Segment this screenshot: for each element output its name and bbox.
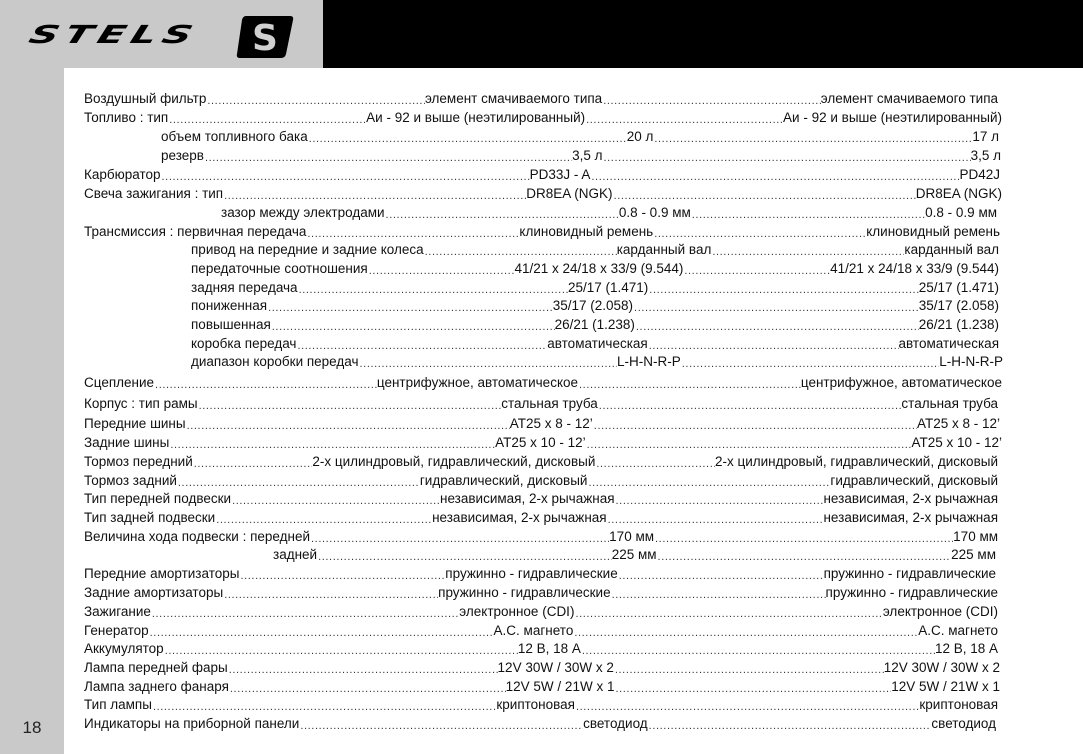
spec-row <box>84 433 1002 452</box>
spec-row <box>84 564 996 583</box>
spec-value-secondary: A.C. магнето <box>918 623 998 638</box>
dot-leader <box>267 296 553 315</box>
spec-value-primary: 12V 5W / 21W x 1 <box>505 679 615 694</box>
spec-label: Генератор <box>84 623 149 638</box>
spec-value-primary: центрифужное, автоматическое <box>376 375 579 390</box>
dot-leader <box>298 278 568 297</box>
spec-row <box>84 621 998 640</box>
dot-leader <box>149 621 494 640</box>
dot-leader <box>633 296 919 315</box>
spec-label: Тормоз передний <box>84 454 193 469</box>
spec-value-secondary: 41/21 x 24/18 x 33/9 (9.544) <box>830 261 1000 276</box>
dot-leader <box>317 545 612 564</box>
spec-row <box>84 394 998 413</box>
spec-value-secondary: независимая, 2-х рычажная <box>823 510 998 525</box>
spec-label: Лампа передней фары <box>84 660 228 675</box>
spec-value-secondary: Аи - 92 и выше (неэтилированный) <box>783 110 1002 125</box>
dot-leader <box>573 621 918 640</box>
dot-leader <box>578 373 801 392</box>
spec-value-secondary: карданный вал <box>904 242 1000 257</box>
spec-value-primary: клиновидный ремень <box>519 224 654 239</box>
spec-row <box>84 489 998 508</box>
spec-value-primary: 25/17 (1.471) <box>567 280 649 295</box>
spec-label: задней <box>273 547 318 562</box>
spec-label: Индикаторы на приборной панели <box>84 716 300 731</box>
spec-row <box>191 315 999 334</box>
dot-leader <box>193 452 313 471</box>
brand-logo-text: STELS <box>25 20 203 50</box>
spec-value-secondary: 170 мм <box>953 529 999 544</box>
spec-value-primary: 2-х цилиндровый, гидравлический, дисковый <box>312 454 596 469</box>
dot-leader <box>296 334 547 353</box>
page-number: 18 <box>22 718 42 737</box>
spec-label: Тормоз задний <box>84 473 177 488</box>
spec-label: резерв <box>161 148 204 163</box>
dot-leader <box>657 545 952 564</box>
spec-value-primary: AT25 x 10 - 12’ <box>495 435 586 450</box>
spec-row <box>191 334 999 353</box>
spec-value-secondary: 3,5 л <box>970 148 1002 163</box>
dot-leader <box>602 89 821 108</box>
spec-row <box>191 240 999 259</box>
spec-value-primary: 12V 30W / 30W x 2 <box>497 660 614 675</box>
dot-leader <box>164 639 518 658</box>
spec-row <box>84 658 1000 677</box>
dot-leader <box>154 373 377 392</box>
dot-leader <box>635 315 919 334</box>
spec-row <box>191 352 1003 371</box>
logo-panel <box>0 0 323 68</box>
spec-label: Величина хода подвески : передней <box>84 529 311 544</box>
spec-label: Зажигание <box>84 604 151 619</box>
spec-value-secondary: пружинно - гидравлические <box>823 566 997 581</box>
spec-label: Задние амортизаторы <box>84 585 224 600</box>
dot-leader <box>198 394 502 413</box>
spec-row <box>84 583 998 602</box>
spec-value-secondary: криптоновая <box>919 697 998 712</box>
spec-value-secondary: клиновидный ремень <box>866 224 1000 239</box>
dot-leader <box>683 259 830 278</box>
spec-value-primary: 26/21 (1.238) <box>554 317 635 332</box>
spec-row <box>84 677 1000 696</box>
dot-leader <box>654 527 953 546</box>
spec-label: пониженная <box>191 298 268 313</box>
dot-leader <box>586 433 912 452</box>
spec-row <box>84 602 998 621</box>
spec-value-secondary: 12V 30W / 30W x 2 <box>883 660 1000 675</box>
spec-label: Передние шины <box>84 416 186 431</box>
spec-row <box>84 222 1000 241</box>
dot-leader <box>308 127 627 146</box>
dot-leader <box>614 658 884 677</box>
spec-row <box>84 639 998 658</box>
dot-leader <box>151 602 459 621</box>
spec-label: Карбюратор <box>84 167 161 182</box>
dot-leader <box>574 602 882 621</box>
spec-value-secondary: 35/17 (2.058) <box>918 298 999 313</box>
dot-leader <box>653 222 866 241</box>
dot-leader <box>590 165 959 184</box>
dot-leader <box>206 89 425 108</box>
spec-value-primary: PD33J - A <box>529 167 591 182</box>
dot-leader <box>152 695 496 714</box>
dot-leader <box>306 222 519 241</box>
spec-value-secondary: электронное (CDI) <box>882 604 998 619</box>
spec-value-secondary: PD42J <box>959 167 1001 182</box>
dot-leader <box>231 489 440 508</box>
brand-badge-letter: S <box>252 18 278 59</box>
spec-label: Аккумулятор <box>84 641 164 656</box>
spec-label: Свеча зажигания : тип <box>84 186 224 201</box>
dot-leader <box>598 394 902 413</box>
spec-row <box>84 714 996 733</box>
spec-row <box>191 296 999 315</box>
spec-value-primary: криптоновая <box>496 697 575 712</box>
spec-row <box>84 695 998 714</box>
spec-value-secondary: пружинно - гидравлические <box>825 585 998 600</box>
spec-label: Трансмиссия : первичная передача <box>84 224 307 239</box>
spec-value-primary: 35/17 (2.058) <box>552 298 634 313</box>
spec-value-primary: 20 л <box>626 129 654 144</box>
spec-value-secondary: светодиод <box>931 716 997 731</box>
spec-row <box>84 108 1002 127</box>
spec-value-primary: гидравлический, дисковый <box>419 473 588 488</box>
dot-leader <box>169 433 495 452</box>
dot-leader <box>613 184 916 203</box>
spec-value-secondary: 12V 5W / 21W x 1 <box>891 679 1001 694</box>
spec-label: Задние шины <box>84 435 170 450</box>
spec-value-primary: независимая, 2-х рычажная <box>440 491 615 506</box>
dot-leader <box>161 165 530 184</box>
spec-value-primary: 170 мм <box>609 529 655 544</box>
dot-leader <box>691 203 925 222</box>
spec-row <box>84 508 998 527</box>
spec-value-secondary: гидравлический, дисковый <box>830 473 998 488</box>
dot-leader <box>223 583 438 602</box>
spec-label: коробка передач <box>191 336 297 351</box>
dot-leader <box>168 108 366 127</box>
spec-value-secondary: 26/21 (1.238) <box>918 317 1000 332</box>
spec-label: Топливо : тип <box>84 110 169 125</box>
spec-label: диапазон коробки передач <box>191 354 359 369</box>
spec-value-primary: AT25 x 8 - 12’ <box>509 416 593 431</box>
spec-value-primary: L-H-N-R-P <box>617 354 681 369</box>
spec-value-primary: пружинно - гидравлические <box>445 566 618 581</box>
dot-leader <box>215 508 432 527</box>
spec-row <box>84 184 1002 203</box>
spec-row <box>84 452 998 471</box>
spec-value-primary: автоматическая <box>547 336 648 351</box>
spec-row <box>161 146 1001 165</box>
spec-value-primary: пружинно - гидравлические <box>438 585 611 600</box>
spec-row <box>84 471 998 490</box>
spec-label: задняя передача <box>191 280 298 295</box>
spec-row <box>84 165 1000 184</box>
dot-leader <box>587 471 830 490</box>
spec-value-secondary: элемент смачиваемого типа <box>820 91 999 106</box>
spec-value-secondary: AT25 x 8 - 12’ <box>916 416 1000 431</box>
spec-row <box>84 89 998 108</box>
dot-leader <box>602 146 970 165</box>
dot-leader <box>229 677 506 696</box>
spec-label: повышенная <box>191 317 271 332</box>
spec-row <box>84 414 1000 433</box>
dot-leader <box>575 695 919 714</box>
dot-leader <box>615 489 824 508</box>
spec-label: Сцепление <box>84 375 155 390</box>
spec-label: объем топливного бака <box>161 129 308 144</box>
dot-leader <box>585 108 783 127</box>
spec-value-primary: 41/21 x 24/18 x 33/9 (9.544) <box>514 261 684 276</box>
dot-leader <box>711 240 904 259</box>
dot-leader <box>368 259 515 278</box>
dot-leader <box>228 658 498 677</box>
dot-leader <box>177 471 420 490</box>
spec-row <box>191 259 999 278</box>
dot-leader <box>359 352 617 371</box>
brand-badge-icon <box>234 14 296 60</box>
spec-label: Тип передней подвески <box>84 491 232 506</box>
dot-leader <box>648 278 918 297</box>
dot-leader <box>581 639 935 658</box>
dot-leader <box>595 452 715 471</box>
spec-value-primary: светодиод <box>583 716 648 731</box>
dot-leader <box>299 714 583 733</box>
spec-row <box>273 545 996 564</box>
spec-value-primary: 3,5 л <box>572 148 603 163</box>
spec-value-secondary: DR8EA (NGK) <box>915 186 1002 201</box>
dot-leader <box>186 414 510 433</box>
dot-leader <box>593 414 917 433</box>
dot-leader <box>648 334 899 353</box>
spec-label: Передние амортизаторы <box>84 566 240 581</box>
spec-row <box>191 278 999 297</box>
dot-leader <box>614 677 891 696</box>
spec-value-secondary: 17 л <box>972 129 1000 144</box>
spec-value-secondary: 225 мм <box>951 547 996 562</box>
spec-value-secondary: 12 В, 18 А <box>934 641 999 656</box>
spec-value-secondary: стальная труба <box>901 396 999 411</box>
spec-value-primary: Аи - 92 и выше (неэтилированный) <box>366 110 586 125</box>
spec-value-primary: стальная труба <box>501 396 598 411</box>
spec-value-primary: 225 мм <box>611 547 657 562</box>
dot-leader <box>607 508 824 527</box>
spec-value-primary: электронное (CDI) <box>459 604 575 619</box>
spec-value-primary: 0.8 - 0.9 мм <box>618 205 691 220</box>
dot-leader <box>648 714 932 733</box>
dot-leader <box>681 352 939 371</box>
page-side-margin <box>0 68 64 754</box>
spec-label: привод на передние и задние колеса <box>191 242 424 257</box>
spec-row <box>84 373 1002 392</box>
dot-leader <box>653 127 972 146</box>
spec-value-secondary: независимая, 2-х рычажная <box>823 491 998 506</box>
spec-value-primary: 12 В, 18 А <box>517 641 581 656</box>
spec-value-primary: DR8EA (NGK) <box>526 186 613 201</box>
spec-label: Тип задней подвески <box>84 510 216 525</box>
dot-leader <box>239 564 445 583</box>
spec-value-secondary: центрифужное, автоматическое <box>800 375 1003 390</box>
dot-leader <box>310 527 609 546</box>
spec-value-secondary: 0.8 - 0.9 мм <box>925 205 998 220</box>
spec-label: Лампа заднего фанаря <box>84 679 229 694</box>
spec-value-primary: карданный вал <box>616 242 712 257</box>
spec-value-primary: A.C. магнето <box>493 623 574 638</box>
spec-row <box>161 127 999 146</box>
dot-leader <box>385 203 619 222</box>
spec-label: Тип лампы <box>84 697 152 712</box>
dot-leader <box>204 146 572 165</box>
spec-row <box>221 203 997 222</box>
dot-leader <box>271 315 555 334</box>
dot-leader <box>424 240 617 259</box>
dot-leader <box>611 583 826 602</box>
spec-value-primary: элемент смачиваемого типа <box>424 91 603 106</box>
spec-label: передаточные соотношения <box>191 261 368 276</box>
spec-value-primary: независимая, 2-х рычажная <box>432 510 607 525</box>
spec-row <box>84 527 998 546</box>
spec-value-secondary: L-H-N-R-P <box>939 354 1003 369</box>
spec-label: Корпус : тип рамы <box>84 396 198 411</box>
spec-value-secondary: AT25 x 10 - 12’ <box>911 435 1003 450</box>
spec-label: зазор между электродами <box>221 205 385 220</box>
spec-value-secondary: автоматическая <box>898 336 999 351</box>
spec-value-secondary: 2-х цилиндровый, гидравлический, дисковый <box>714 454 998 469</box>
spec-label: Воздушный фильтр <box>84 91 207 106</box>
dot-leader <box>618 564 824 583</box>
spec-value-secondary: 25/17 (1.471) <box>918 280 1000 295</box>
dot-leader <box>223 184 526 203</box>
